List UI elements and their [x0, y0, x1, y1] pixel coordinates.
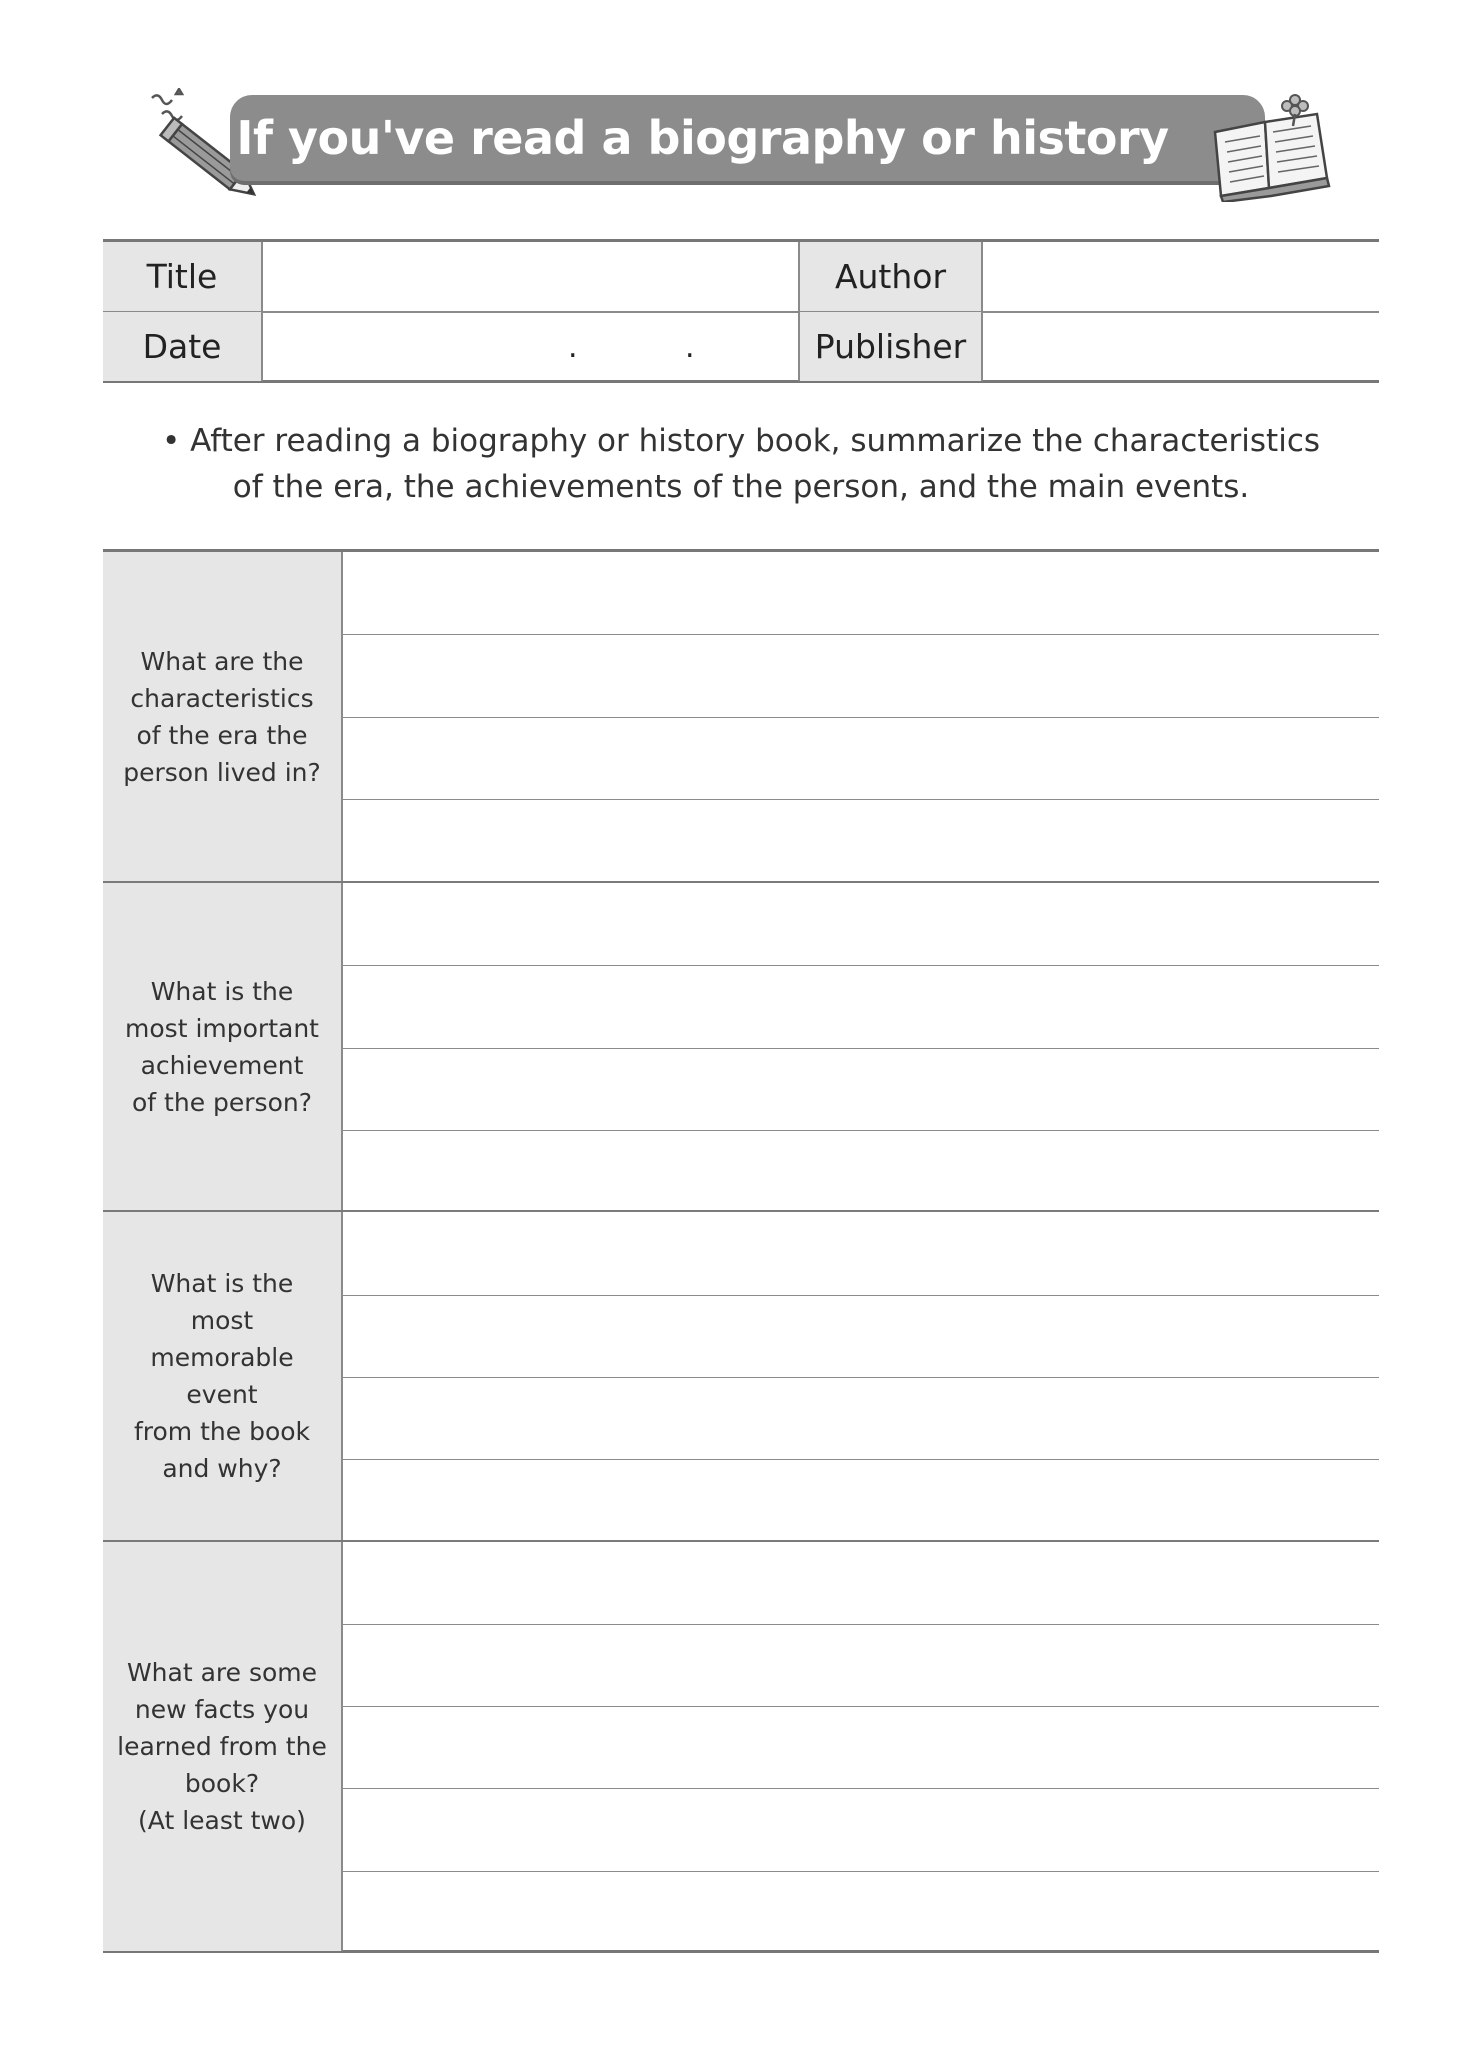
date-field[interactable]	[263, 312, 800, 381]
page-title: If you've read a biography or history book	[236, 111, 1169, 251]
question-label	[103, 1542, 343, 1952]
answer-rule	[343, 1706, 1379, 1707]
answer-line[interactable]	[343, 1706, 1379, 1788]
answer-line[interactable]	[343, 1459, 1379, 1541]
answer-line[interactable]	[343, 799, 1379, 881]
answer-line[interactable]	[343, 1048, 1379, 1130]
publisher-field[interactable]	[983, 312, 1379, 381]
question-text: What is the most important achievement of the person?	[125, 976, 319, 1117]
question-text: What is the most memorable event from the book and why?	[133, 1268, 311, 1483]
date-separator-2: .	[685, 330, 695, 365]
instruction-line-2: of the era, the achievements of the person, and the main events.	[232, 469, 1250, 505]
answer-line[interactable]	[343, 634, 1379, 716]
publisher-label: Publisher	[800, 312, 983, 381]
instruction-line-1: • After reading a biography or history book, summarize the characteristics	[161, 423, 1321, 459]
answer-line[interactable]	[343, 1624, 1379, 1706]
answer-rule	[343, 1295, 1379, 1296]
answer-rule	[343, 1459, 1379, 1460]
question-section	[103, 1540, 1379, 1952]
answer-line[interactable]	[343, 1542, 1379, 1624]
answer-rule	[343, 1788, 1379, 1789]
question-section	[103, 1210, 1379, 1539]
question-text: What are the characteristics of the era the person lived in?	[123, 646, 321, 787]
answer-rule	[343, 717, 1379, 718]
answer-line[interactable]	[343, 1130, 1379, 1212]
question-section	[103, 552, 1379, 881]
answer-rule	[343, 965, 1379, 966]
answer-rule	[343, 1048, 1379, 1049]
question-label	[103, 883, 343, 1210]
questions-table	[103, 549, 1379, 1953]
answer-rule	[343, 634, 1379, 635]
answer-line[interactable]	[343, 1871, 1379, 1953]
answer-line[interactable]	[343, 883, 1379, 965]
info-row-title-author	[103, 242, 1379, 313]
answer-line[interactable]	[343, 552, 1379, 634]
question-label	[103, 552, 343, 881]
instruction-text	[103, 418, 1379, 510]
answer-line[interactable]	[343, 1212, 1379, 1294]
answer-rule	[343, 1624, 1379, 1625]
answer-line[interactable]	[343, 1377, 1379, 1459]
book-info-table	[103, 239, 1379, 383]
answer-rule	[343, 1377, 1379, 1378]
answer-rule	[343, 799, 1379, 800]
answer-rule	[343, 1871, 1379, 1872]
date-separator-1: .	[568, 330, 578, 365]
author-field[interactable]	[983, 242, 1379, 311]
header-banner	[230, 95, 1265, 251]
title-field[interactable]	[263, 242, 800, 311]
answer-line[interactable]	[343, 1788, 1379, 1870]
author-label: Author	[800, 242, 983, 311]
question-section	[103, 881, 1379, 1210]
question-label	[103, 1212, 343, 1539]
open-book-icon	[1205, 92, 1335, 202]
answer-rule	[343, 1130, 1379, 1131]
title-label: Title	[103, 242, 263, 311]
answer-line[interactable]	[343, 717, 1379, 799]
answer-line[interactable]	[343, 965, 1379, 1047]
question-text: What are some new facts you learned from the book? (At least two)	[117, 1657, 327, 1835]
date-label: Date	[103, 312, 263, 381]
answer-line[interactable]	[343, 1295, 1379, 1377]
info-row-date-publisher	[103, 312, 1379, 381]
